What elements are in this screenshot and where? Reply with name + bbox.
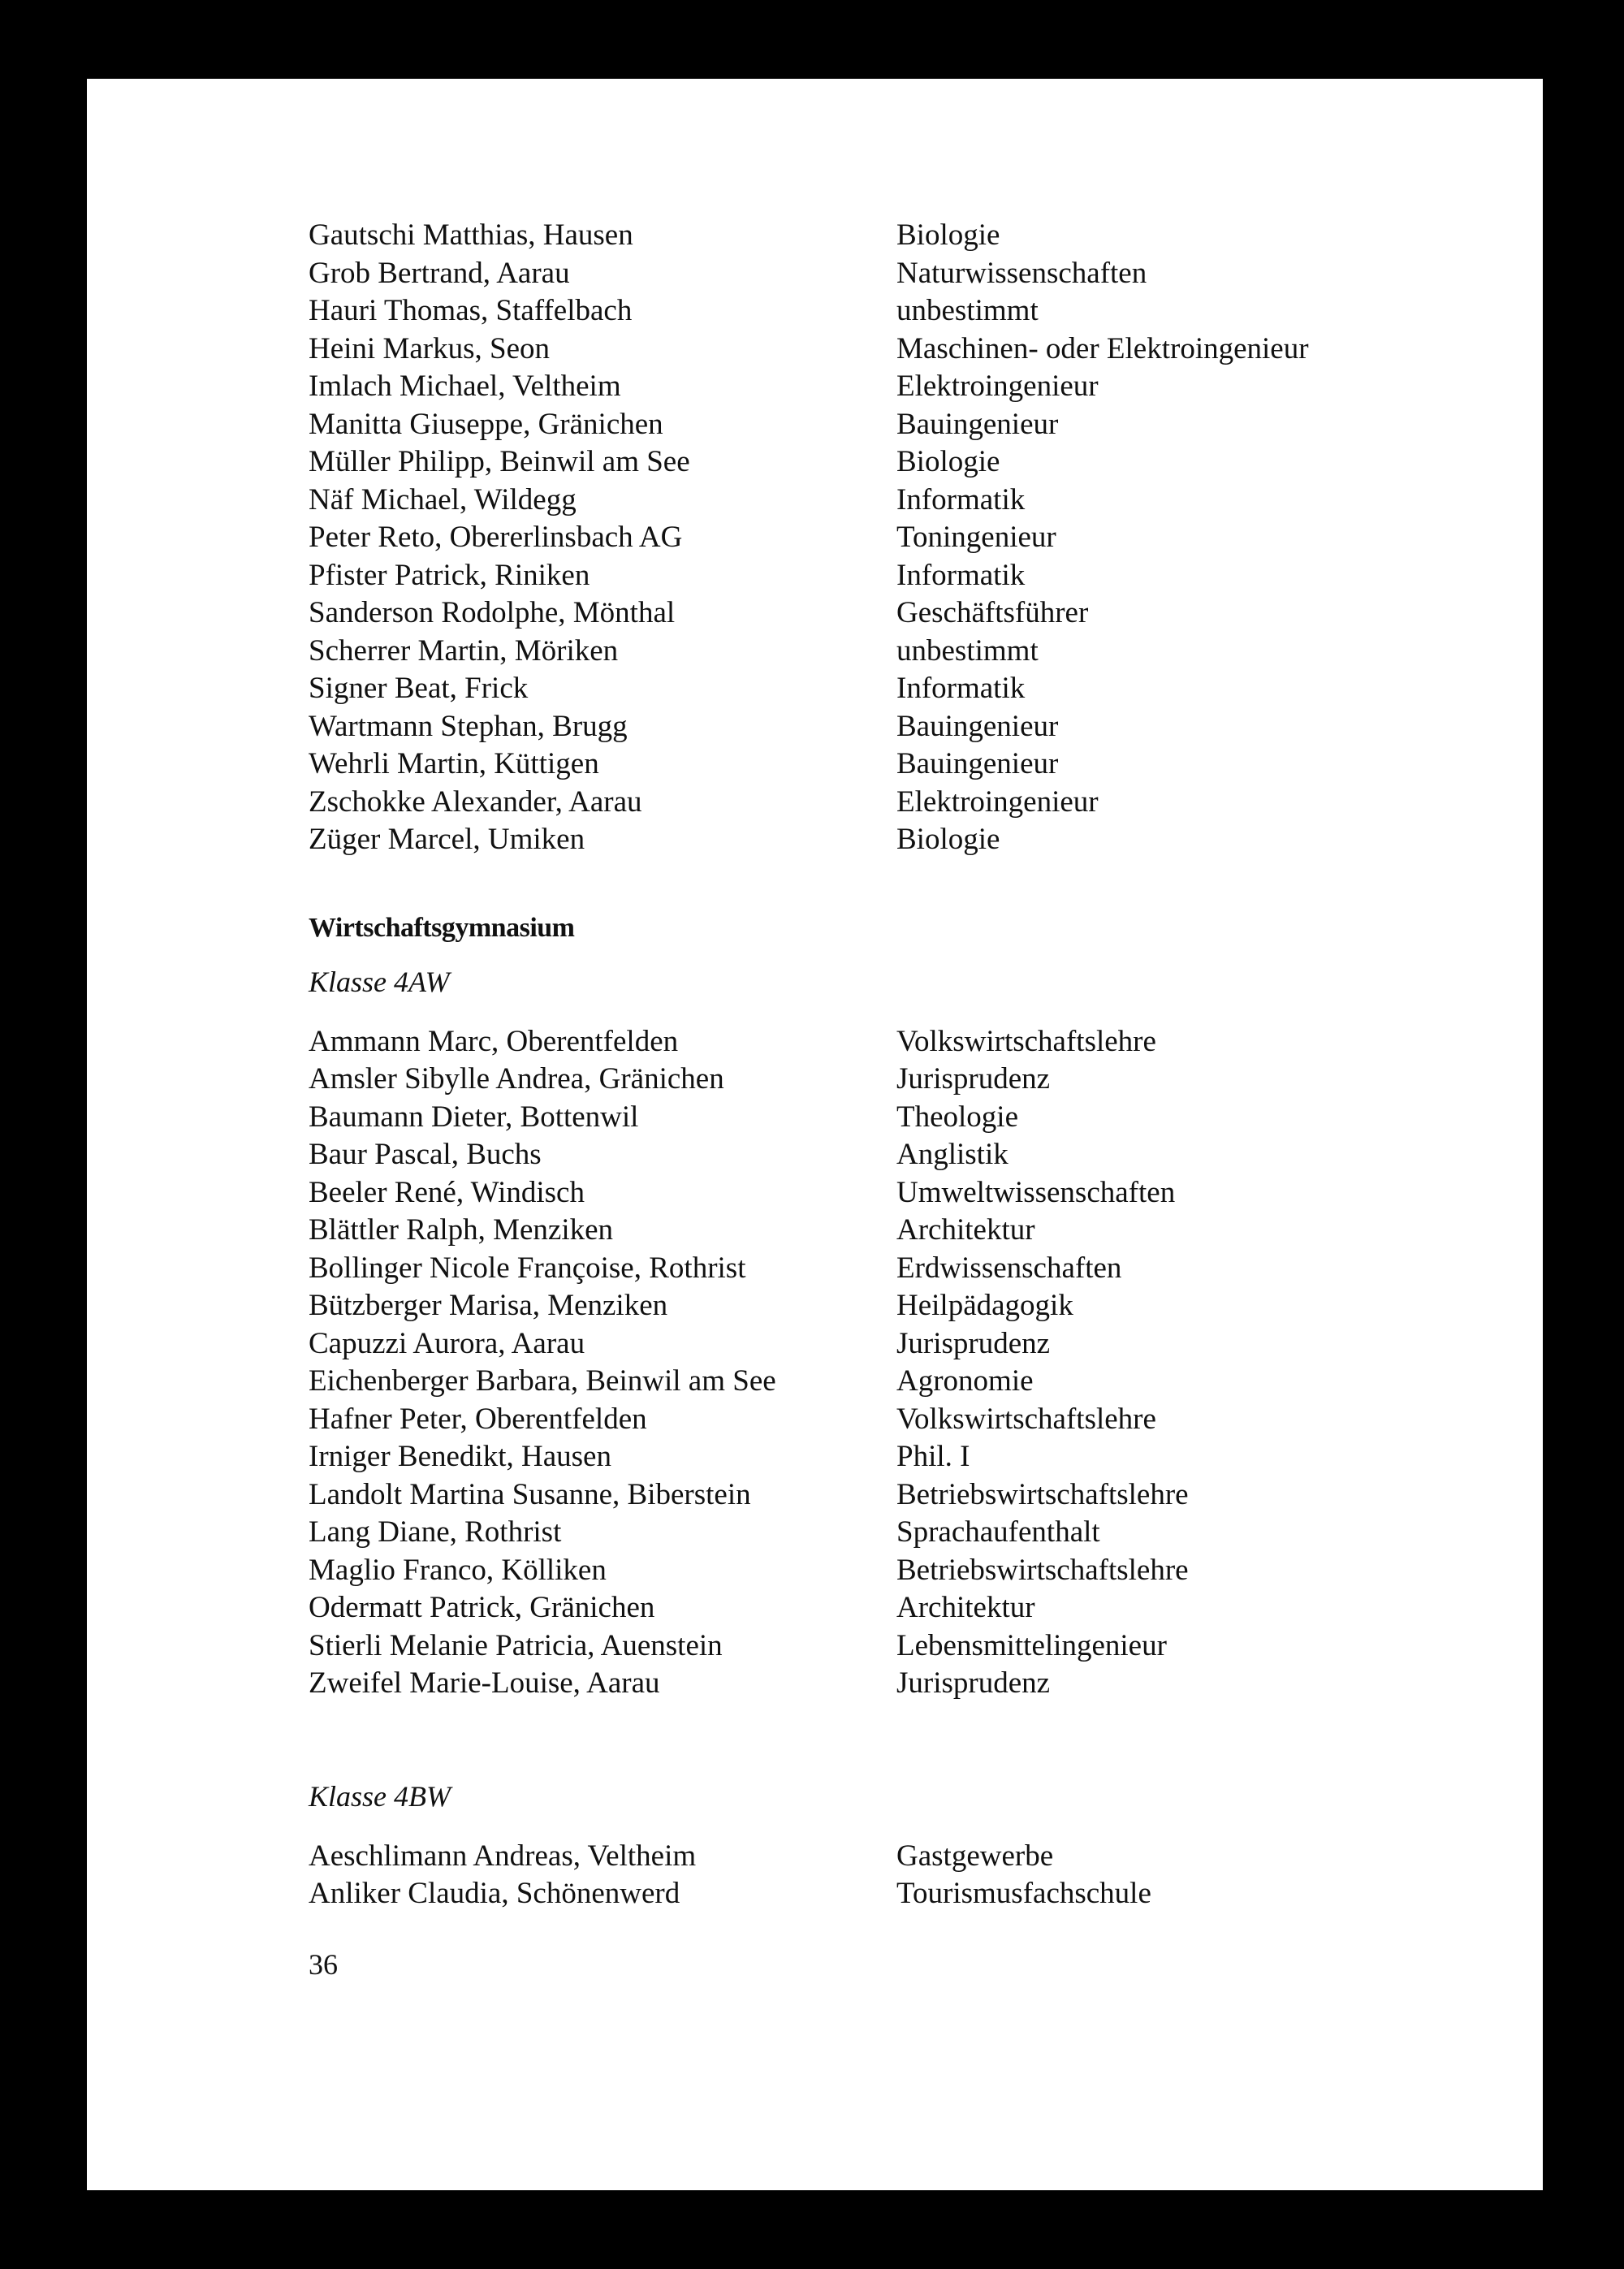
student-name: Hafner Peter, Oberentfelden [309,1402,647,1436]
class-title-4bw: Klasse 4BW [309,1779,451,1813]
student-name: Heini Markus, Seon [309,331,550,365]
student-name: Capuzzi Aurora, Aarau [309,1326,585,1360]
student-name: Peter Reto, Obererlinsbach AG [309,521,683,554]
list-item [309,1514,1494,1552]
list-item [309,292,1494,331]
list-item [309,1476,1494,1515]
list-item [309,1627,1494,1666]
list-item [309,670,1494,708]
list-item [309,1250,1494,1288]
student-name: Anliker Claudia, Schönenwerd [309,1877,680,1910]
student-name: Hauri Thomas, Staffelbach [309,294,633,327]
study-field: Maschinen- oder Elektroingenieur [896,331,1309,365]
list-item [309,594,1494,633]
study-field: Bauingenieur [896,407,1059,441]
list-item [309,217,1494,255]
list-item [309,519,1494,557]
list-item [309,1136,1494,1174]
section-heading: Wirtschaftsgymnasium [309,912,575,943]
list-item [309,1212,1494,1250]
student-name: Lang Diane, Rothrist [309,1515,562,1549]
study-field: Architektur [896,1591,1035,1624]
page-content [309,217,1494,1983]
student-list-4aw [309,1023,1494,1703]
study-field: unbestimmt [896,294,1039,327]
list-item [309,1552,1494,1590]
list-item [309,443,1494,482]
study-field: Betriebswirtschaftslehre [896,1477,1189,1511]
study-field: Gastgewerbe [896,1839,1054,1873]
student-name: Wartmann Stephan, Brugg [309,709,628,743]
list-item [309,406,1494,444]
list-item [309,746,1494,784]
list-item [309,1665,1494,1703]
list-item [309,784,1494,822]
study-field: Volkswirtschaftslehre [896,1024,1156,1058]
student-name: Grob Bertrand, Aarau [309,256,570,290]
study-field: Phil. I [896,1440,970,1473]
list-item [309,1438,1494,1476]
student-name: Bützberger Marisa, Menziken [309,1289,668,1322]
study-field: Jurisprudenz [896,1326,1051,1360]
student-list-top [309,217,1494,859]
list-item [309,255,1494,293]
study-field: Anglistik [896,1138,1009,1171]
student-name: Näf Michael, Wildegg [309,482,577,516]
study-field: Informatik [896,672,1026,705]
list-item [309,1363,1494,1401]
student-name: Aeschlimann Andreas, Veltheim [309,1839,697,1873]
student-name: Ammann Marc, Oberentfelden [309,1024,679,1058]
list-item [309,1589,1494,1627]
page-number: 36 [309,1947,338,1981]
study-field: Architektur [896,1213,1035,1247]
student-name: Amsler Sibylle Andrea, Gränichen [309,1062,724,1096]
study-field: Volkswirtschaftslehre [896,1402,1156,1436]
student-name: Stierli Melanie Patricia, Auenstein [309,1628,723,1662]
study-field: Biologie [896,445,1000,478]
list-item [309,1023,1494,1061]
list-item [309,1287,1494,1325]
study-field: Tourismusfachschule [896,1877,1151,1910]
list-item [309,1099,1494,1137]
study-field: Bauingenieur [896,747,1059,780]
study-field: Biologie [896,823,1000,856]
study-field: Heilpädagogik [896,1289,1073,1322]
student-name: Scherrer Martin, Möriken [309,633,619,668]
student-name: Manitta Giuseppe, Gränichen [309,407,663,441]
class-title-4aw: Klasse 4AW [309,965,450,998]
list-item [309,1838,1494,1876]
list-item [309,1061,1494,1099]
study-field: Erdwissenschaften [896,1251,1122,1285]
student-name: Beeler René, Windisch [309,1175,585,1209]
list-item [309,1875,1494,1913]
study-field: unbestimmt [896,633,1039,668]
student-name: Blättler Ralph, Menziken [309,1213,614,1247]
student-name: Odermatt Patrick, Gränichen [309,1591,655,1624]
student-name: Signer Beat, Frick [309,672,529,705]
student-name: Zweifel Marie-Louise, Aarau [309,1666,660,1700]
study-field: Agronomie [896,1364,1034,1398]
student-name: Baur Pascal, Buchs [309,1138,542,1171]
list-item [309,1325,1494,1364]
study-field: Bauingenieur [896,709,1059,743]
study-field: Geschäftsführer [896,596,1089,629]
study-field: Elektroingenieur [896,784,1099,819]
study-field: Informatik [896,482,1026,516]
list-item [309,557,1494,595]
list-item [309,633,1494,671]
student-name: Irniger Benedikt, Hausen [309,1440,611,1473]
student-name: Imlach Michael, Veltheim [309,370,621,403]
study-field: Toningenieur [896,521,1056,554]
list-item [309,482,1494,520]
study-field: Elektroingenieur [896,370,1099,403]
student-name: Wehrli Martin, Küttigen [309,747,599,780]
study-field: Informatik [896,558,1026,592]
study-field: Theologie [896,1100,1019,1134]
study-field: Jurisprudenz [896,1666,1051,1700]
study-field: Naturwissenschaften [896,256,1147,290]
document-page [87,79,1543,2190]
list-item [309,708,1494,746]
study-field: Biologie [896,218,1000,252]
student-name: Eichenberger Barbara, Beinwil am See [309,1364,776,1398]
student-name: Maglio Franco, Kölliken [309,1553,607,1587]
student-name: Gautschi Matthias, Hausen [309,218,633,252]
list-item [309,1174,1494,1212]
student-name: Züger Marcel, Umiken [309,823,585,856]
student-name: Zschokke Alexander, Aarau [309,784,642,819]
study-field: Betriebswirtschaftslehre [896,1553,1189,1587]
list-item [309,331,1494,369]
list-item [309,821,1494,859]
student-name: Müller Philipp, Beinwil am See [309,445,690,478]
student-name: Landolt Martina Susanne, Biberstein [309,1477,751,1511]
student-name: Pfister Patrick, Riniken [309,558,590,592]
study-field: Lebensmittelingenieur [896,1628,1167,1662]
study-field: Sprachaufenthalt [896,1515,1100,1549]
student-name: Baumann Dieter, Bottenwil [309,1100,639,1134]
list-item [309,368,1494,406]
student-name: Sanderson Rodolphe, Mönthal [309,596,676,629]
study-field: Umweltwissenschaften [896,1175,1176,1209]
study-field: Jurisprudenz [896,1062,1051,1096]
student-list-4bw [309,1838,1494,1913]
list-item [309,1401,1494,1439]
student-name: Bollinger Nicole Françoise, Rothrist [309,1251,746,1285]
